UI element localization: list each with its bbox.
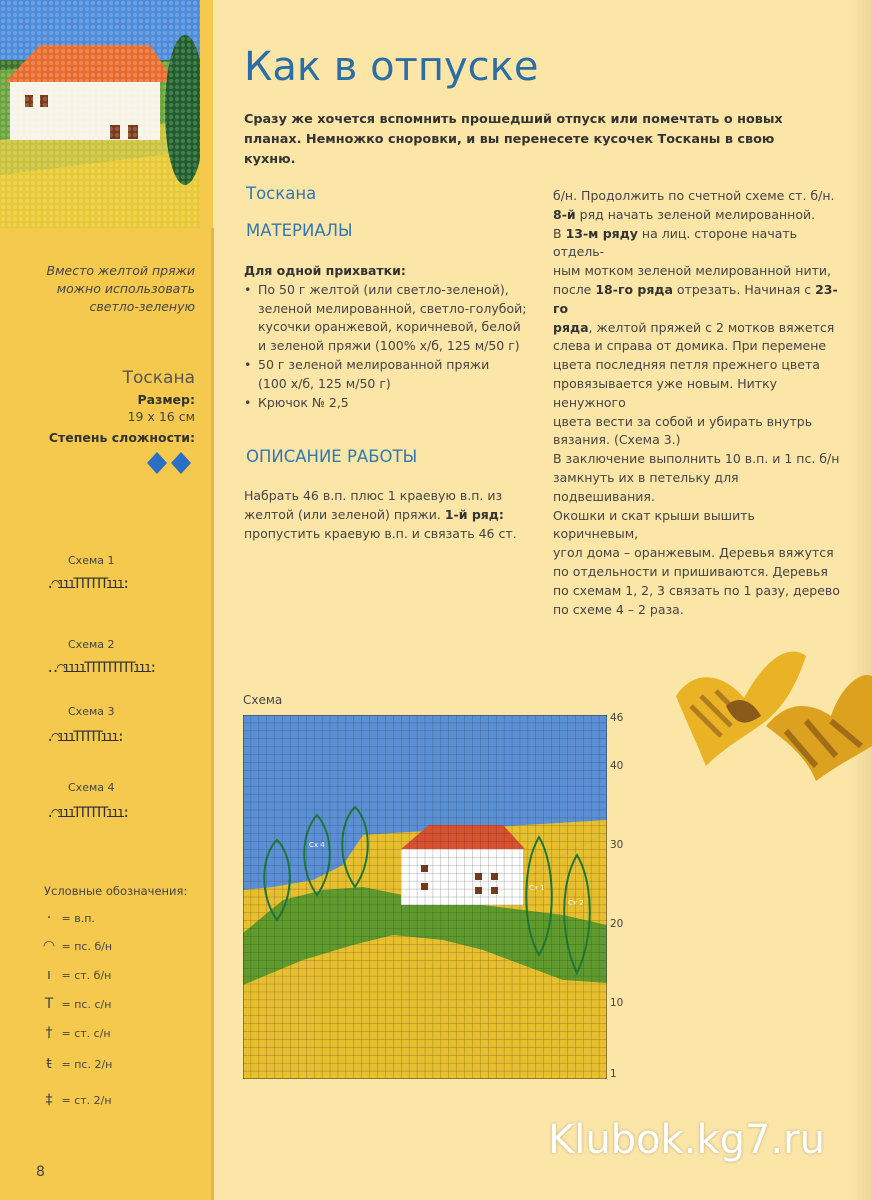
description-line — [553, 319, 843, 338]
description-line: цвета последняя петля прежнего цвета — [553, 357, 820, 373]
description-text: после — [553, 281, 596, 297]
tree-label: Сх 4 — [309, 841, 325, 849]
column-divider — [211, 228, 214, 1200]
chart-label: Схема — [243, 693, 283, 707]
materials-line: • Крючок № 2,5 — [258, 394, 349, 410]
description-emphasis: 18-го ряда — [595, 281, 673, 297]
description-line: б/н. Продолжить по счетной схеме ст. б/н. — [553, 188, 835, 203]
scheme-3-diagram: .◠ıııTTTTTııı: — [46, 729, 123, 745]
description-line — [553, 206, 843, 225]
legend-text: = пс. б/н — [61, 940, 113, 953]
legend-text: = ст. 2/н — [61, 1094, 112, 1107]
legend-symbol: ŧ — [46, 1056, 52, 1072]
lead-paragraph: Сразу же хочется вспомнить прошедший отпуск или помечтать о новых планах. Немножко сноровки, и вы перенесете кусочек Тосканы в свою кухню. — [244, 112, 783, 167]
caption-line: Вместо желтой пряжи — [46, 263, 195, 278]
photo-caption — [40, 262, 195, 316]
legend-symbol: T — [44, 996, 54, 1012]
materials-line: и зеленой пряжи (100% х/б, 125 м/50 г) — [258, 338, 520, 354]
description-line: по схеме 4 – 2 раза. — [553, 601, 684, 617]
description-line: Окошки и скат крыши вышить коричневым, — [553, 507, 755, 542]
scheme-4-diagram: .◠ıııTTTTTTııı: — [46, 805, 128, 821]
chart-row-label: 46 — [610, 712, 624, 724]
legend-item — [40, 910, 95, 926]
size-label: Размер: — [137, 392, 195, 407]
scheme-2-label: Схема 2 — [68, 638, 115, 651]
legend-text: = пс. с/н — [61, 998, 112, 1011]
scheme-1-diagram: .◠ıııTTTTTTııı: — [46, 576, 128, 592]
legend-item — [40, 967, 111, 983]
chart-row-label: 20 — [610, 918, 624, 930]
description-line: ным мотком зеленой мелированной нити, — [553, 263, 831, 279]
description-emphasis: ряда — [553, 319, 589, 335]
description-text: на лиц. стороне начать отдель- — [553, 225, 798, 260]
legend-item — [40, 996, 111, 1012]
description-text: В — [553, 225, 566, 241]
materials-block — [244, 262, 534, 412]
materials-line: кусочки оранжевой, коричневой, белой — [258, 319, 521, 335]
materials-heading: МАТЕРИАЛЫ — [246, 221, 353, 240]
scheme-1-label: Схема 1 — [68, 554, 115, 567]
legend-symbol: ı — [47, 967, 51, 983]
description-right — [553, 187, 843, 619]
description-line: вязания. (Схема 3.) — [553, 432, 681, 448]
description-emphasis: 13-м ряду — [565, 225, 638, 241]
caption-line: можно использовать — [56, 281, 195, 296]
legend-item — [40, 1056, 112, 1072]
difficulty-diamonds-icon — [145, 450, 197, 476]
chart-window — [475, 887, 482, 894]
description-text: ряд начать зеленой мелированной. — [575, 206, 816, 222]
legend-item — [40, 938, 112, 954]
legend-symbol: † — [45, 1025, 53, 1041]
description-line — [244, 506, 534, 525]
description-emphasis: 23-го — [553, 281, 838, 316]
difficulty-label: Степень сложности: — [48, 430, 195, 445]
description-line: провязывается уже новым. Нитку ненужного — [553, 375, 778, 410]
materials-intro: Для одной прихватки: — [244, 263, 406, 278]
description-line: цвета вести за собой и убирать внутрь — [553, 413, 813, 429]
pattern-chart — [243, 715, 607, 1079]
chart-row-label: 40 — [610, 760, 624, 772]
chart-window — [421, 865, 428, 872]
materials-item — [244, 356, 534, 394]
legend-item — [40, 1025, 111, 1041]
legend-item — [40, 1092, 112, 1108]
legend-text: = ст. с/н — [61, 1027, 111, 1040]
description-text: , желтой пряжей с 2 мотков вяжется — [588, 319, 835, 335]
description-text: отрезать. Начиная с — [672, 281, 816, 297]
legend-symbol: · — [46, 910, 52, 926]
description-line: Набрать 46 в.п. плюс 1 краевую в.п. из — [244, 488, 503, 503]
sidebar-project-name: Тоскана — [122, 368, 195, 388]
size-value: 19 x 16 см — [127, 409, 195, 424]
chart-window — [491, 887, 498, 894]
watermark: Klubok.kg7.ru — [548, 1117, 825, 1163]
page-number: 8 — [36, 1164, 45, 1180]
description-text: желтой (или зеленой) пряжи. — [244, 506, 445, 522]
legend-text: = в.п. — [61, 912, 95, 925]
legend-symbol: ‡ — [45, 1092, 53, 1108]
description-left — [244, 487, 534, 543]
legend-text: = пс. 2/н — [61, 1058, 113, 1071]
description-line — [553, 225, 843, 263]
section-name: Тоскана — [246, 184, 317, 203]
description-line: слева и справа от домика. При перемене — [553, 338, 827, 354]
description-emphasis: 1-й ряд: — [444, 506, 504, 522]
scheme-2-diagram: ..◠ııııTTTTTTTTTııı: — [46, 660, 155, 676]
farfalle-pasta-image — [666, 626, 872, 786]
scheme-4-label: Схема 4 — [68, 781, 115, 794]
materials-item — [244, 281, 534, 356]
tree-label: Сх 1 — [529, 884, 545, 892]
chart-row-label: 1 — [610, 1068, 617, 1080]
description-line: по схемам 1, 2, 3 связать по 1 разу, дерево — [553, 582, 840, 598]
description-line: пропустить краевую в.п. и связать 46 ст. — [244, 525, 517, 541]
description-line — [553, 281, 843, 319]
description-line: угол дома – оранжевым. Деревья вяжутся — [553, 545, 834, 561]
potholder-photo — [0, 0, 200, 228]
description-line: В заключение выполнить 10 в.п. и 1 пс. б/н — [553, 451, 840, 467]
materials-line: • По 50 г желтой (или светло-зеленой), — [258, 281, 509, 297]
chart-window — [491, 873, 498, 880]
description-emphasis: 8-й — [553, 206, 576, 222]
materials-item — [244, 394, 534, 413]
description-heading: ОПИСАНИЕ РАБОТЫ — [246, 447, 418, 466]
legend-symbol: ◠ — [42, 938, 56, 954]
scheme-3-label: Схема 3 — [68, 705, 115, 718]
caption-line: светло-зеленую — [89, 299, 195, 314]
chart-row-label: 30 — [610, 839, 624, 851]
materials-line: • 50 г зеленой мелированной пряжи — [258, 356, 490, 372]
chart-window — [475, 873, 482, 880]
materials-list — [244, 281, 534, 413]
chart-row-label: 10 — [610, 997, 624, 1009]
materials-line: зеленой мелированной, светло-голубой; — [258, 300, 527, 316]
tree-label: Сх 2 — [568, 899, 584, 907]
materials-line: (100 х/б, 125 м/50 г) — [258, 375, 391, 391]
legend-text: = ст. б/н — [61, 969, 112, 982]
legend-title: Условные обозначения: — [44, 884, 188, 898]
page-shadow — [848, 0, 872, 1200]
description-line: замкнуть их в петельку для подвешивания. — [553, 469, 739, 504]
description-line: по отдельности и пришиваются. Деревья — [553, 563, 828, 579]
page-title: Как в отпуске — [244, 44, 539, 90]
